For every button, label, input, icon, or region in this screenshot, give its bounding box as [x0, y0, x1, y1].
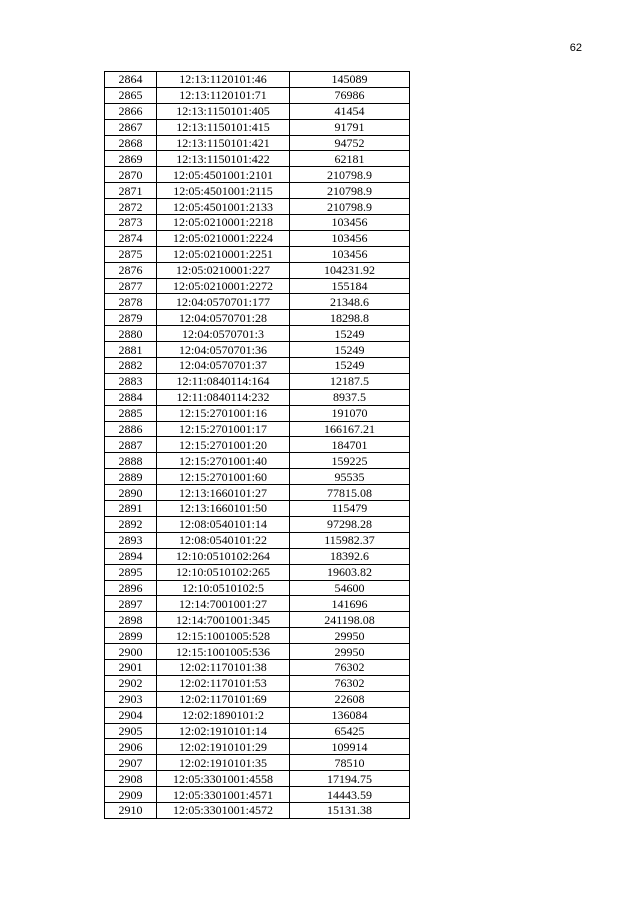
value-cell: 115479: [290, 501, 410, 517]
value-cell: 184701: [290, 437, 410, 453]
cadastral-number-cell: 12:02:1910101:35: [157, 755, 290, 771]
value-cell: 103456: [290, 246, 410, 262]
row-number-cell: 2892: [105, 516, 157, 532]
cadastral-number-cell: 12:13:1150101:421: [157, 135, 290, 151]
table-row: [105, 421, 410, 437]
cadastral-number-cell: 12:15:2701001:60: [157, 469, 290, 485]
cadastral-number-cell: 12:05:4501001:2133: [157, 199, 290, 215]
row-number-cell: 2904: [105, 707, 157, 723]
value-cell: 115982.37: [290, 532, 410, 548]
value-cell: 8937.5: [290, 389, 410, 405]
value-cell: 76302: [290, 659, 410, 675]
table-row: [105, 151, 410, 167]
value-cell: 12187.5: [290, 373, 410, 389]
value-cell: 159225: [290, 453, 410, 469]
cadastral-number-cell: 12:08:0540101:14: [157, 516, 290, 532]
cadastral-number-cell: 12:13:1120101:71: [157, 87, 290, 103]
table-row: [105, 183, 410, 199]
value-cell: 145089: [290, 72, 410, 88]
cadastral-number-cell: 12:10:0510102:5: [157, 580, 290, 596]
cadastral-number-cell: 12:05:0210001:2272: [157, 278, 290, 294]
row-number-cell: 2875: [105, 246, 157, 262]
value-cell: 104231.92: [290, 262, 410, 278]
cadastral-number-cell: 12:15:2701001:17: [157, 421, 290, 437]
cadastral-number-cell: 12:02:1910101:29: [157, 739, 290, 755]
row-number-cell: 2905: [105, 723, 157, 739]
value-cell: 103456: [290, 215, 410, 231]
table-row: [105, 119, 410, 135]
table-row: [105, 135, 410, 151]
page-number: 62: [569, 42, 582, 54]
row-number-cell: 2870: [105, 167, 157, 183]
row-number-cell: 2867: [105, 119, 157, 135]
row-number-cell: 2898: [105, 612, 157, 628]
row-number-cell: 2883: [105, 373, 157, 389]
cadastral-number-cell: 12:02:1910101:14: [157, 723, 290, 739]
row-number-cell: 2908: [105, 771, 157, 787]
table-row: [105, 644, 410, 660]
value-cell: 166167.21: [290, 421, 410, 437]
row-number-cell: 2893: [105, 532, 157, 548]
table-row: [105, 628, 410, 644]
row-number-cell: 2899: [105, 628, 157, 644]
table-row: [105, 532, 410, 548]
cadastral-number-cell: 12:04:0570701:3: [157, 326, 290, 342]
table-row: [105, 199, 410, 215]
row-number-cell: 2897: [105, 596, 157, 612]
table-row: [105, 691, 410, 707]
table-row: [105, 310, 410, 326]
table-row: [105, 501, 410, 517]
table-row: [105, 771, 410, 787]
cadastral-number-cell: 12:05:4501001:2101: [157, 167, 290, 183]
row-number-cell: 2877: [105, 278, 157, 294]
cadastral-number-cell: 12:13:1660101:27: [157, 485, 290, 501]
cadastral-number-cell: 12:04:0570701:177: [157, 294, 290, 310]
cadastral-number-cell: 12:05:0210001:2251: [157, 246, 290, 262]
value-cell: 22608: [290, 691, 410, 707]
row-number-cell: 2896: [105, 580, 157, 596]
table-row: [105, 548, 410, 564]
value-cell: 210798.9: [290, 183, 410, 199]
row-number-cell: 2890: [105, 485, 157, 501]
value-cell: 21348.6: [290, 294, 410, 310]
table-row: [105, 707, 410, 723]
value-cell: 15249: [290, 342, 410, 358]
value-cell: 54600: [290, 580, 410, 596]
row-number-cell: 2884: [105, 389, 157, 405]
value-cell: 103456: [290, 230, 410, 246]
cadastral-number-cell: 12:10:0510102:265: [157, 564, 290, 580]
value-cell: 78510: [290, 755, 410, 771]
cadastral-number-cell: 12:05:3301001:4558: [157, 771, 290, 787]
row-number-cell: 2874: [105, 230, 157, 246]
table-row: [105, 326, 410, 342]
cadastral-number-cell: 12:11:0840114:232: [157, 389, 290, 405]
row-number-cell: 2891: [105, 501, 157, 517]
value-cell: 29950: [290, 628, 410, 644]
value-cell: 97298.28: [290, 516, 410, 532]
cadastral-number-cell: 12:02:1890101:2: [157, 707, 290, 723]
row-number-cell: 2900: [105, 644, 157, 660]
row-number-cell: 2868: [105, 135, 157, 151]
table-row: [105, 485, 410, 501]
cadastral-number-cell: 12:13:1120101:46: [157, 72, 290, 88]
cadastral-number-cell: 12:02:1170101:38: [157, 659, 290, 675]
value-cell: 109914: [290, 739, 410, 755]
row-number-cell: 2902: [105, 675, 157, 691]
row-number-cell: 2876: [105, 262, 157, 278]
cadastral-number-cell: 12:08:0540101:22: [157, 532, 290, 548]
value-cell: 19603.82: [290, 564, 410, 580]
value-cell: 15249: [290, 358, 410, 374]
table-row: [105, 262, 410, 278]
table-row: [105, 516, 410, 532]
table-row: [105, 389, 410, 405]
value-cell: 41454: [290, 103, 410, 119]
row-number-cell: 2882: [105, 358, 157, 374]
table-row: [105, 739, 410, 755]
cadastral-number-cell: 12:10:0510102:264: [157, 548, 290, 564]
cadastral-number-cell: 12:13:1150101:415: [157, 119, 290, 135]
row-number-cell: 2906: [105, 739, 157, 755]
row-number-cell: 2909: [105, 787, 157, 803]
value-cell: 62181: [290, 151, 410, 167]
cadastral-number-cell: 12:13:1150101:422: [157, 151, 290, 167]
data-table: [104, 71, 410, 819]
table-row: [105, 469, 410, 485]
value-cell: 17194.75: [290, 771, 410, 787]
row-number-cell: 2894: [105, 548, 157, 564]
row-number-cell: 2869: [105, 151, 157, 167]
value-cell: 76986: [290, 87, 410, 103]
table-row: [105, 72, 410, 88]
value-cell: 76302: [290, 675, 410, 691]
cadastral-number-cell: 12:15:2701001:20: [157, 437, 290, 453]
table-row: [105, 659, 410, 675]
table-row: [105, 802, 410, 818]
value-cell: 65425: [290, 723, 410, 739]
row-number-cell: 2872: [105, 199, 157, 215]
table-row: [105, 87, 410, 103]
row-number-cell: 2903: [105, 691, 157, 707]
table-row: [105, 437, 410, 453]
row-number-cell: 2901: [105, 659, 157, 675]
row-number-cell: 2873: [105, 215, 157, 231]
table-row: [105, 596, 410, 612]
cadastral-number-cell: 12:14:7001001:27: [157, 596, 290, 612]
cadastral-number-cell: 12:05:0210001:2224: [157, 230, 290, 246]
cadastral-number-cell: 12:05:0210001:227: [157, 262, 290, 278]
value-cell: 18392.6: [290, 548, 410, 564]
cadastral-number-cell: 12:05:3301001:4572: [157, 802, 290, 818]
row-number-cell: 2889: [105, 469, 157, 485]
value-cell: 95535: [290, 469, 410, 485]
cadastral-number-cell: 12:05:3301001:4571: [157, 787, 290, 803]
table-row: [105, 230, 410, 246]
table-row: [105, 453, 410, 469]
row-number-cell: 2907: [105, 755, 157, 771]
table-row: [105, 723, 410, 739]
row-number-cell: 2887: [105, 437, 157, 453]
row-number-cell: 2895: [105, 564, 157, 580]
value-cell: 155184: [290, 278, 410, 294]
row-number-cell: 2879: [105, 310, 157, 326]
value-cell: 141696: [290, 596, 410, 612]
cadastral-number-cell: 12:02:1170101:53: [157, 675, 290, 691]
row-number-cell: 2885: [105, 405, 157, 421]
value-cell: 191070: [290, 405, 410, 421]
row-number-cell: 2888: [105, 453, 157, 469]
table-row: [105, 294, 410, 310]
table-row: [105, 787, 410, 803]
table-body: [105, 72, 410, 819]
cadastral-number-cell: 12:02:1170101:69: [157, 691, 290, 707]
value-cell: 18298.8: [290, 310, 410, 326]
value-cell: 29950: [290, 644, 410, 660]
value-cell: 241198.08: [290, 612, 410, 628]
value-cell: 15131.38: [290, 802, 410, 818]
cadastral-number-cell: 12:13:1660101:50: [157, 501, 290, 517]
cadastral-number-cell: 12:04:0570701:36: [157, 342, 290, 358]
table-row: [105, 612, 410, 628]
cadastral-number-cell: 12:15:1001005:536: [157, 644, 290, 660]
cadastral-number-cell: 12:11:0840114:164: [157, 373, 290, 389]
table-row: [105, 405, 410, 421]
table-row: [105, 278, 410, 294]
table-row: [105, 167, 410, 183]
table-row: [105, 373, 410, 389]
row-number-cell: 2865: [105, 87, 157, 103]
cadastral-number-cell: 12:13:1150101:405: [157, 103, 290, 119]
cadastral-number-cell: 12:04:0570701:28: [157, 310, 290, 326]
row-number-cell: 2881: [105, 342, 157, 358]
table-row: [105, 103, 410, 119]
row-number-cell: 2880: [105, 326, 157, 342]
row-number-cell: 2866: [105, 103, 157, 119]
row-number-cell: 2864: [105, 72, 157, 88]
cadastral-number-cell: 12:15:2701001:16: [157, 405, 290, 421]
row-number-cell: 2871: [105, 183, 157, 199]
table-row: [105, 564, 410, 580]
value-cell: 14443.59: [290, 787, 410, 803]
row-number-cell: 2878: [105, 294, 157, 310]
table-row: [105, 246, 410, 262]
value-cell: 210798.9: [290, 167, 410, 183]
table-row: [105, 580, 410, 596]
cadastral-number-cell: 12:05:4501001:2115: [157, 183, 290, 199]
table-row: [105, 215, 410, 231]
value-cell: 15249: [290, 326, 410, 342]
value-cell: 91791: [290, 119, 410, 135]
row-number-cell: 2886: [105, 421, 157, 437]
table-row: [105, 675, 410, 691]
table-row: [105, 755, 410, 771]
cadastral-number-cell: 12:04:0570701:37: [157, 358, 290, 374]
row-number-cell: 2910: [105, 802, 157, 818]
cadastral-number-cell: 12:05:0210001:2218: [157, 215, 290, 231]
value-cell: 210798.9: [290, 199, 410, 215]
cadastral-number-cell: 12:15:1001005:528: [157, 628, 290, 644]
value-cell: 136084: [290, 707, 410, 723]
cadastral-number-cell: 12:15:2701001:40: [157, 453, 290, 469]
cadastral-number-cell: 12:14:7001001:345: [157, 612, 290, 628]
value-cell: 77815.08: [290, 485, 410, 501]
value-cell: 94752: [290, 135, 410, 151]
table-row: [105, 342, 410, 358]
table-row: [105, 358, 410, 374]
